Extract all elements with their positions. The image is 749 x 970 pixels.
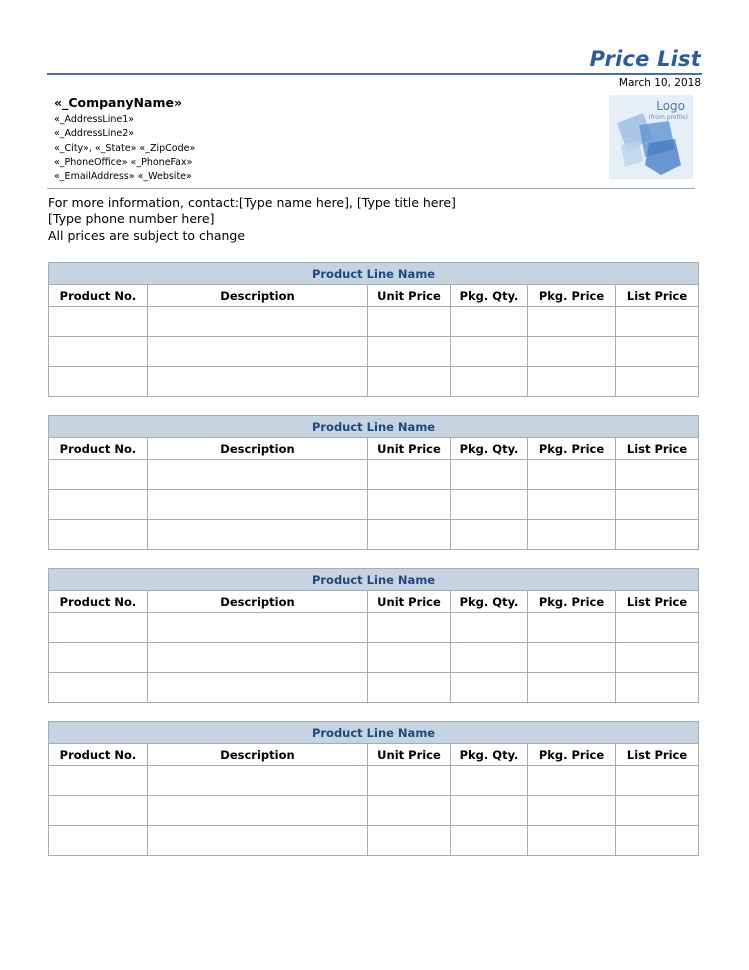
pkg-qty-cell[interactable] (451, 673, 528, 703)
disclaimer-line: All prices are subject to change (48, 227, 246, 243)
header-pkg-price: Pkg. Price (528, 285, 616, 307)
header-list-price: List Price (616, 438, 699, 460)
description-cell[interactable] (148, 673, 368, 703)
header-pkg-qty: Pkg. Qty. (451, 438, 528, 460)
table-row (49, 367, 699, 397)
table-row (49, 307, 699, 337)
description-cell[interactable] (148, 337, 368, 367)
description-cell[interactable] (148, 766, 368, 796)
table-row (49, 766, 699, 796)
product-no-cell[interactable] (49, 460, 148, 490)
product-no-cell[interactable] (49, 796, 148, 826)
pkg-price-cell[interactable] (528, 613, 616, 643)
header-unit-price: Unit Price (368, 438, 451, 460)
unit-price-cell[interactable] (368, 613, 451, 643)
header-unit-price: Unit Price (368, 744, 451, 766)
pkg-qty-cell[interactable] (451, 766, 528, 796)
header-description: Description (148, 438, 368, 460)
product-no-cell[interactable] (49, 643, 148, 673)
pkg-qty-cell[interactable] (451, 460, 528, 490)
header-list-price: List Price (616, 285, 699, 307)
pkg-price-cell[interactable] (528, 367, 616, 397)
address-line-2: «_AddressLine2» (54, 128, 135, 140)
product-no-cell[interactable] (49, 520, 148, 550)
unit-price-cell[interactable] (368, 520, 451, 550)
description-cell[interactable] (148, 460, 368, 490)
header-product-no: Product No. (49, 285, 148, 307)
list-price-cell[interactable] (616, 826, 699, 856)
city-state-zip: «_City», «_State» «_ZipCode» (54, 142, 196, 154)
product-line-table (48, 262, 699, 397)
list-price-cell[interactable] (616, 337, 699, 367)
email-website: «_EmailAddress» «_Website» (54, 171, 192, 183)
pkg-price-cell[interactable] (528, 490, 616, 520)
header-pkg-qty: Pkg. Qty. (451, 591, 528, 613)
product-no-cell[interactable] (49, 307, 148, 337)
pkg-qty-cell[interactable] (451, 613, 528, 643)
description-cell[interactable] (148, 490, 368, 520)
product-line-name[interactable]: Product Line Name (49, 416, 699, 438)
document-title: Price List (589, 47, 701, 71)
unit-price-cell[interactable] (368, 673, 451, 703)
description-cell[interactable] (148, 796, 368, 826)
pkg-qty-cell[interactable] (451, 796, 528, 826)
header-divider (47, 188, 695, 189)
logo-placeholder (609, 95, 693, 179)
unit-price-cell[interactable] (368, 460, 451, 490)
table-row (49, 490, 699, 520)
header-pkg-price: Pkg. Price (528, 591, 616, 613)
header-pkg-qty: Pkg. Qty. (451, 744, 528, 766)
list-price-cell[interactable] (616, 520, 699, 550)
description-cell[interactable] (148, 307, 368, 337)
product-line-table (48, 415, 699, 550)
list-price-cell[interactable] (616, 367, 699, 397)
table-row (49, 613, 699, 643)
unit-price-cell[interactable] (368, 367, 451, 397)
pkg-qty-cell[interactable] (451, 490, 528, 520)
pkg-price-cell[interactable] (528, 766, 616, 796)
unit-price-cell[interactable] (368, 643, 451, 673)
header-description: Description (148, 591, 368, 613)
description-cell[interactable] (148, 367, 368, 397)
company-name: «_CompanyName» (54, 95, 183, 110)
description-cell[interactable] (148, 520, 368, 550)
header-unit-price: Unit Price (368, 285, 451, 307)
list-price-cell[interactable] (616, 796, 699, 826)
description-cell[interactable] (148, 643, 368, 673)
unit-price-cell[interactable] (368, 766, 451, 796)
pkg-qty-cell[interactable] (451, 643, 528, 673)
header-product-no: Product No. (49, 744, 148, 766)
product-no-cell[interactable] (49, 766, 148, 796)
pkg-price-cell[interactable] (528, 673, 616, 703)
unit-price-cell[interactable] (368, 307, 451, 337)
unit-price-cell[interactable] (368, 826, 451, 856)
pkg-price-cell[interactable] (528, 307, 616, 337)
header-product-no: Product No. (49, 591, 148, 613)
pkg-price-cell[interactable] (528, 460, 616, 490)
list-price-cell[interactable] (616, 673, 699, 703)
contact-info (48, 195, 456, 244)
header-pkg-price: Pkg. Price (528, 438, 616, 460)
title-divider (47, 73, 702, 75)
list-price-cell[interactable] (616, 643, 699, 673)
contact-line[interactable]: For more information, contact:[Type name here], [Type title here] (48, 195, 456, 210)
table-row (49, 826, 699, 856)
list-price-cell[interactable] (616, 307, 699, 337)
product-line-table (48, 568, 699, 703)
pkg-qty-cell[interactable] (451, 520, 528, 550)
document-date: March 10, 2018 (618, 77, 701, 89)
product-line-name[interactable]: Product Line Name (49, 722, 699, 744)
product-line-name[interactable]: Product Line Name (49, 263, 699, 285)
company-address-block (54, 113, 195, 184)
address-line-1: «_AddressLine1» (54, 114, 135, 125)
product-no-cell[interactable] (49, 673, 148, 703)
product-no-cell[interactable] (49, 826, 148, 856)
product-line-name[interactable]: Product Line Name (49, 569, 699, 591)
pkg-qty-cell[interactable] (451, 367, 528, 397)
phone-fax: «_PhoneOffice» «_PhoneFax» (54, 156, 193, 168)
product-no-cell[interactable] (49, 367, 148, 397)
header-list-price: List Price (616, 744, 699, 766)
table-row (49, 337, 699, 367)
list-price-cell[interactable] (616, 613, 699, 643)
pkg-price-cell[interactable] (528, 520, 616, 550)
description-cell[interactable] (148, 826, 368, 856)
product-no-cell[interactable] (49, 490, 148, 520)
unit-price-cell[interactable] (368, 490, 451, 520)
pkg-price-cell[interactable] (528, 643, 616, 673)
phone-line[interactable]: [Type phone number here] (48, 211, 215, 227)
header-product-no: Product No. (49, 438, 148, 460)
header-list-price: List Price (616, 591, 699, 613)
header-description: Description (148, 744, 368, 766)
unit-price-cell[interactable] (368, 337, 451, 367)
header-description: Description (148, 285, 368, 307)
header-pkg-qty: Pkg. Qty. (451, 285, 528, 307)
pkg-qty-cell[interactable] (451, 337, 528, 367)
header-pkg-price: Pkg. Price (528, 744, 616, 766)
pkg-price-cell[interactable] (528, 796, 616, 826)
table-row (49, 643, 699, 673)
description-cell[interactable] (148, 613, 368, 643)
pkg-qty-cell[interactable] (451, 307, 528, 337)
unit-price-cell[interactable] (368, 796, 451, 826)
pkg-price-cell[interactable] (528, 337, 616, 367)
logo-label: Logo (656, 99, 685, 113)
table-row (49, 460, 699, 490)
header-unit-price: Unit Price (368, 591, 451, 613)
list-price-cell[interactable] (616, 490, 699, 520)
list-price-cell[interactable] (616, 460, 699, 490)
product-no-cell[interactable] (49, 337, 148, 367)
product-no-cell[interactable] (49, 613, 148, 643)
pkg-qty-cell[interactable] (451, 826, 528, 856)
product-line-table (48, 721, 699, 856)
pkg-price-cell[interactable] (528, 826, 616, 856)
list-price-cell[interactable] (616, 766, 699, 796)
table-row (49, 796, 699, 826)
table-row (49, 520, 699, 550)
table-row (49, 673, 699, 703)
logo-sublabel: (from profile) (648, 114, 688, 121)
